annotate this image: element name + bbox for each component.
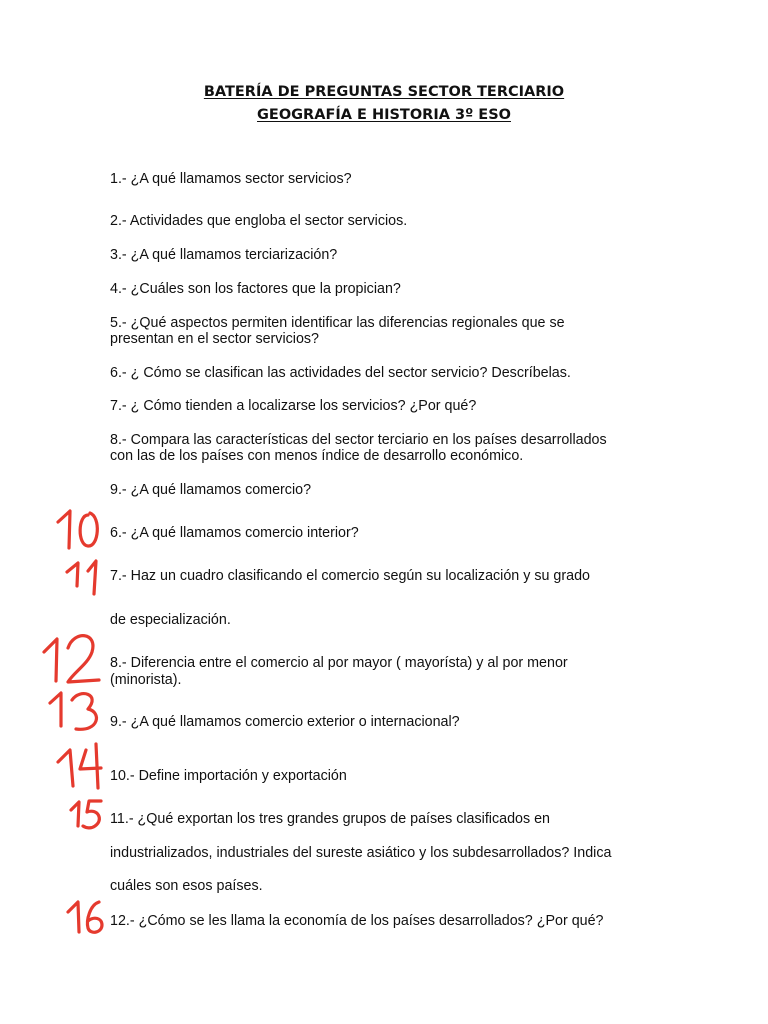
document-title: BATERÍA DE PREGUNTAS SECTOR TERCIARIO (203, 84, 565, 100)
question-line: 2.- Actividades que engloba el sector servicios. (110, 213, 408, 229)
handwritten-number-15 (71, 801, 101, 828)
question-line: 3.- ¿A qué llamamos terciarización? (110, 247, 338, 263)
question-line: con las de los países con menos índice de desarrollo económico. (110, 448, 524, 464)
question-line: 6.- ¿A qué llamamos comercio interior? (110, 525, 359, 541)
handwritten-number-13 (50, 693, 96, 729)
question-line: 11.- ¿Qué exportan los tres grandes grupos de países clasificados en (110, 811, 551, 827)
question-line: 9.- ¿A qué llamamos comercio? (110, 482, 312, 498)
handwritten-number-14 (58, 744, 101, 788)
handwritten-number-12 (44, 636, 99, 682)
question-line: 10.- Define importación y exportación (110, 768, 347, 784)
handwritten-number-11 (67, 561, 96, 594)
question-line: 8.- Compara las características del sector terciario en los países desarrollados (110, 432, 607, 448)
question-line: (minorista). (110, 672, 182, 688)
question-line: presentan en el sector servicios? (110, 331, 320, 347)
question-line: 7.- ¿ Cómo tienden a localizarse los servicios? ¿Por qué? (110, 398, 477, 414)
question-line: 4.- ¿Cuáles son los factores que la propician? (110, 281, 401, 297)
question-line: 7.- Haz un cuadro clasificando el comercio según su localización y su grado (110, 568, 590, 584)
question-line: 12.- ¿Cómo se les llama la economía de los países desarrollados? ¿Por qué? (110, 913, 604, 929)
question-line: 9.- ¿A qué llamamos comercio exterior o internacional? (110, 714, 460, 730)
question-line: de especialización. (110, 612, 231, 628)
document-subtitle: GEOGRAFÍA E HISTORIA 3º ESO (257, 107, 511, 123)
question-line: 1.- ¿A qué llamamos sector servicios? (110, 171, 352, 187)
question-line: 8.- Diferencia entre el comercio al por mayor ( mayorísta) y al por menor (110, 655, 568, 671)
question-line: 5.- ¿Qué aspectos permiten identificar las diferencias regionales que se (110, 315, 565, 331)
question-line: industrializados, industriales del sureste asiático y los subdesarrollados? Indica (110, 845, 612, 861)
question-line: 6.- ¿ Cómo se clasifican las actividades del sector servicio? Descríbelas. (110, 365, 571, 381)
question-line: cuáles son esos países. (110, 878, 263, 894)
handwritten-number-16 (68, 902, 102, 932)
handwritten-number-10 (58, 511, 97, 548)
